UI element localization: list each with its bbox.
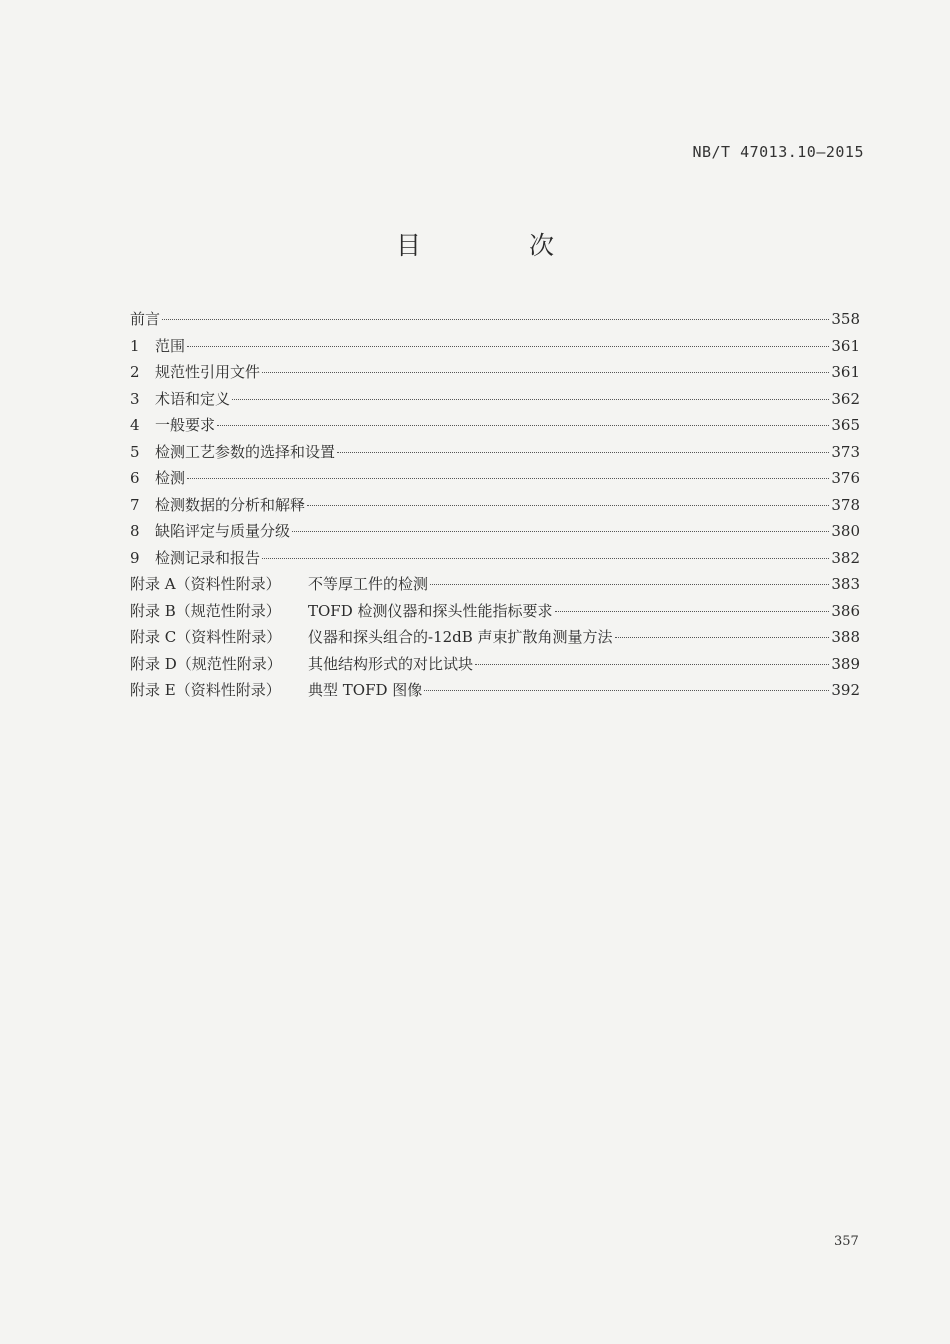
toc-entry-number: 7: [130, 495, 140, 514]
appendix-page: 383: [831, 575, 860, 593]
toc-leader: [475, 663, 829, 665]
toc-entry[interactable]: [130, 545, 860, 572]
toc-leader: [615, 636, 830, 638]
toc-entry-number: 5: [130, 442, 140, 461]
appendix-label: TOFD 检测仪器和探头性能指标要求: [308, 601, 553, 620]
toc-entry-number: 2: [130, 363, 140, 381]
toc-entry[interactable]: [130, 465, 860, 492]
toc-entry-number: 1: [130, 336, 140, 355]
toc-entry-page: 361: [831, 336, 860, 355]
toc-leader: [307, 504, 829, 506]
toc-entry-label: 规范性引用文件: [155, 363, 261, 381]
toc-leader: [424, 689, 829, 691]
toc-leader: [217, 424, 829, 426]
toc-entry-page: 361: [831, 363, 860, 381]
toc-leader: [262, 557, 829, 559]
toc-entry-number: 4: [130, 416, 140, 434]
toc-entry[interactable]: [130, 492, 860, 519]
toc-leader: [187, 345, 829, 347]
toc-entry[interactable]: [130, 333, 860, 360]
appendix-label: 典型 TOFD 图像: [308, 681, 423, 699]
appendix-prefix: 附录 E（资料性附录）: [130, 681, 281, 699]
toc-entry-label: 范围: [155, 336, 186, 355]
appendix-prefix: 附录 A（资料性附录）: [130, 575, 281, 593]
toc-entry[interactable]: [130, 359, 860, 386]
toc-leader: [337, 451, 829, 453]
toc-appendix-entry[interactable]: [130, 624, 860, 651]
toc-entry-label: 检测: [155, 469, 186, 487]
appendix-prefix: 附录 D（规范性附录）: [130, 654, 282, 673]
toc-entry-page: 362: [831, 389, 860, 408]
toc-leader: [232, 398, 829, 400]
toc-leader: [262, 371, 829, 373]
standard-code: NB/T 47013.10—2015: [692, 143, 864, 161]
toc-entry-page: 365: [831, 416, 860, 434]
toc-entry[interactable]: [130, 439, 860, 466]
toc-entry-page: 376: [831, 469, 860, 487]
toc-entry-label: 缺陷评定与质量分级: [155, 522, 291, 540]
toc-entry[interactable]: [130, 306, 860, 333]
toc-leader: [292, 530, 829, 532]
toc-entry-number: 3: [130, 389, 140, 408]
appendix-page: 388: [831, 628, 860, 646]
toc-appendix-entry[interactable]: [130, 651, 860, 678]
toc-entry-page: 378: [831, 495, 860, 514]
toc-entry-label: 检测记录和报告: [155, 548, 261, 567]
toc-entry-number: 9: [130, 548, 140, 567]
toc-leader: [187, 477, 829, 479]
toc-entry-page: 382: [831, 548, 860, 567]
toc-leader: [162, 318, 829, 320]
toc-leader: [555, 610, 830, 612]
appendix-prefix: 附录 B（规范性附录）: [130, 601, 281, 620]
toc-entry-label: 术语和定义: [155, 389, 231, 408]
page-number: 357: [834, 1234, 859, 1249]
appendix-page: 386: [831, 601, 860, 620]
toc-appendix-entry[interactable]: [130, 598, 860, 625]
toc-entry-page: 380: [831, 522, 860, 540]
toc-entry[interactable]: [130, 412, 860, 439]
appendix-label: 其他结构形式的对比试块: [308, 654, 474, 673]
toc-entry[interactable]: [130, 518, 860, 545]
toc-entry-label: 一般要求: [155, 416, 216, 434]
appendix-page: 389: [831, 654, 860, 673]
toc-leader: [430, 583, 829, 585]
toc-entry-label: 检测数据的分析和解释: [155, 495, 306, 514]
toc-appendix-entry[interactable]: [130, 571, 860, 598]
toc-entry[interactable]: [130, 386, 860, 413]
appendix-label: 不等厚工件的检测: [308, 575, 429, 593]
toc-entry-label: 前言: [130, 310, 161, 328]
toc-entry-page: 358: [831, 310, 860, 328]
toc-entry-label: 检测工艺参数的选择和设置: [155, 442, 336, 461]
toc-entry-number: 6: [130, 469, 140, 487]
page-title: 目 次: [396, 231, 604, 260]
appendix-page: 392: [831, 681, 860, 699]
appendix-label: 仪器和探头组合的-12dB 声束扩散角测量方法: [308, 628, 613, 646]
toc-appendix-entry[interactable]: [130, 677, 860, 704]
toc-entry-number: 8: [130, 522, 140, 540]
toc-entry-page: 373: [831, 442, 860, 461]
appendix-prefix: 附录 C（资料性附录）: [130, 628, 282, 646]
table-of-contents: [130, 306, 860, 704]
